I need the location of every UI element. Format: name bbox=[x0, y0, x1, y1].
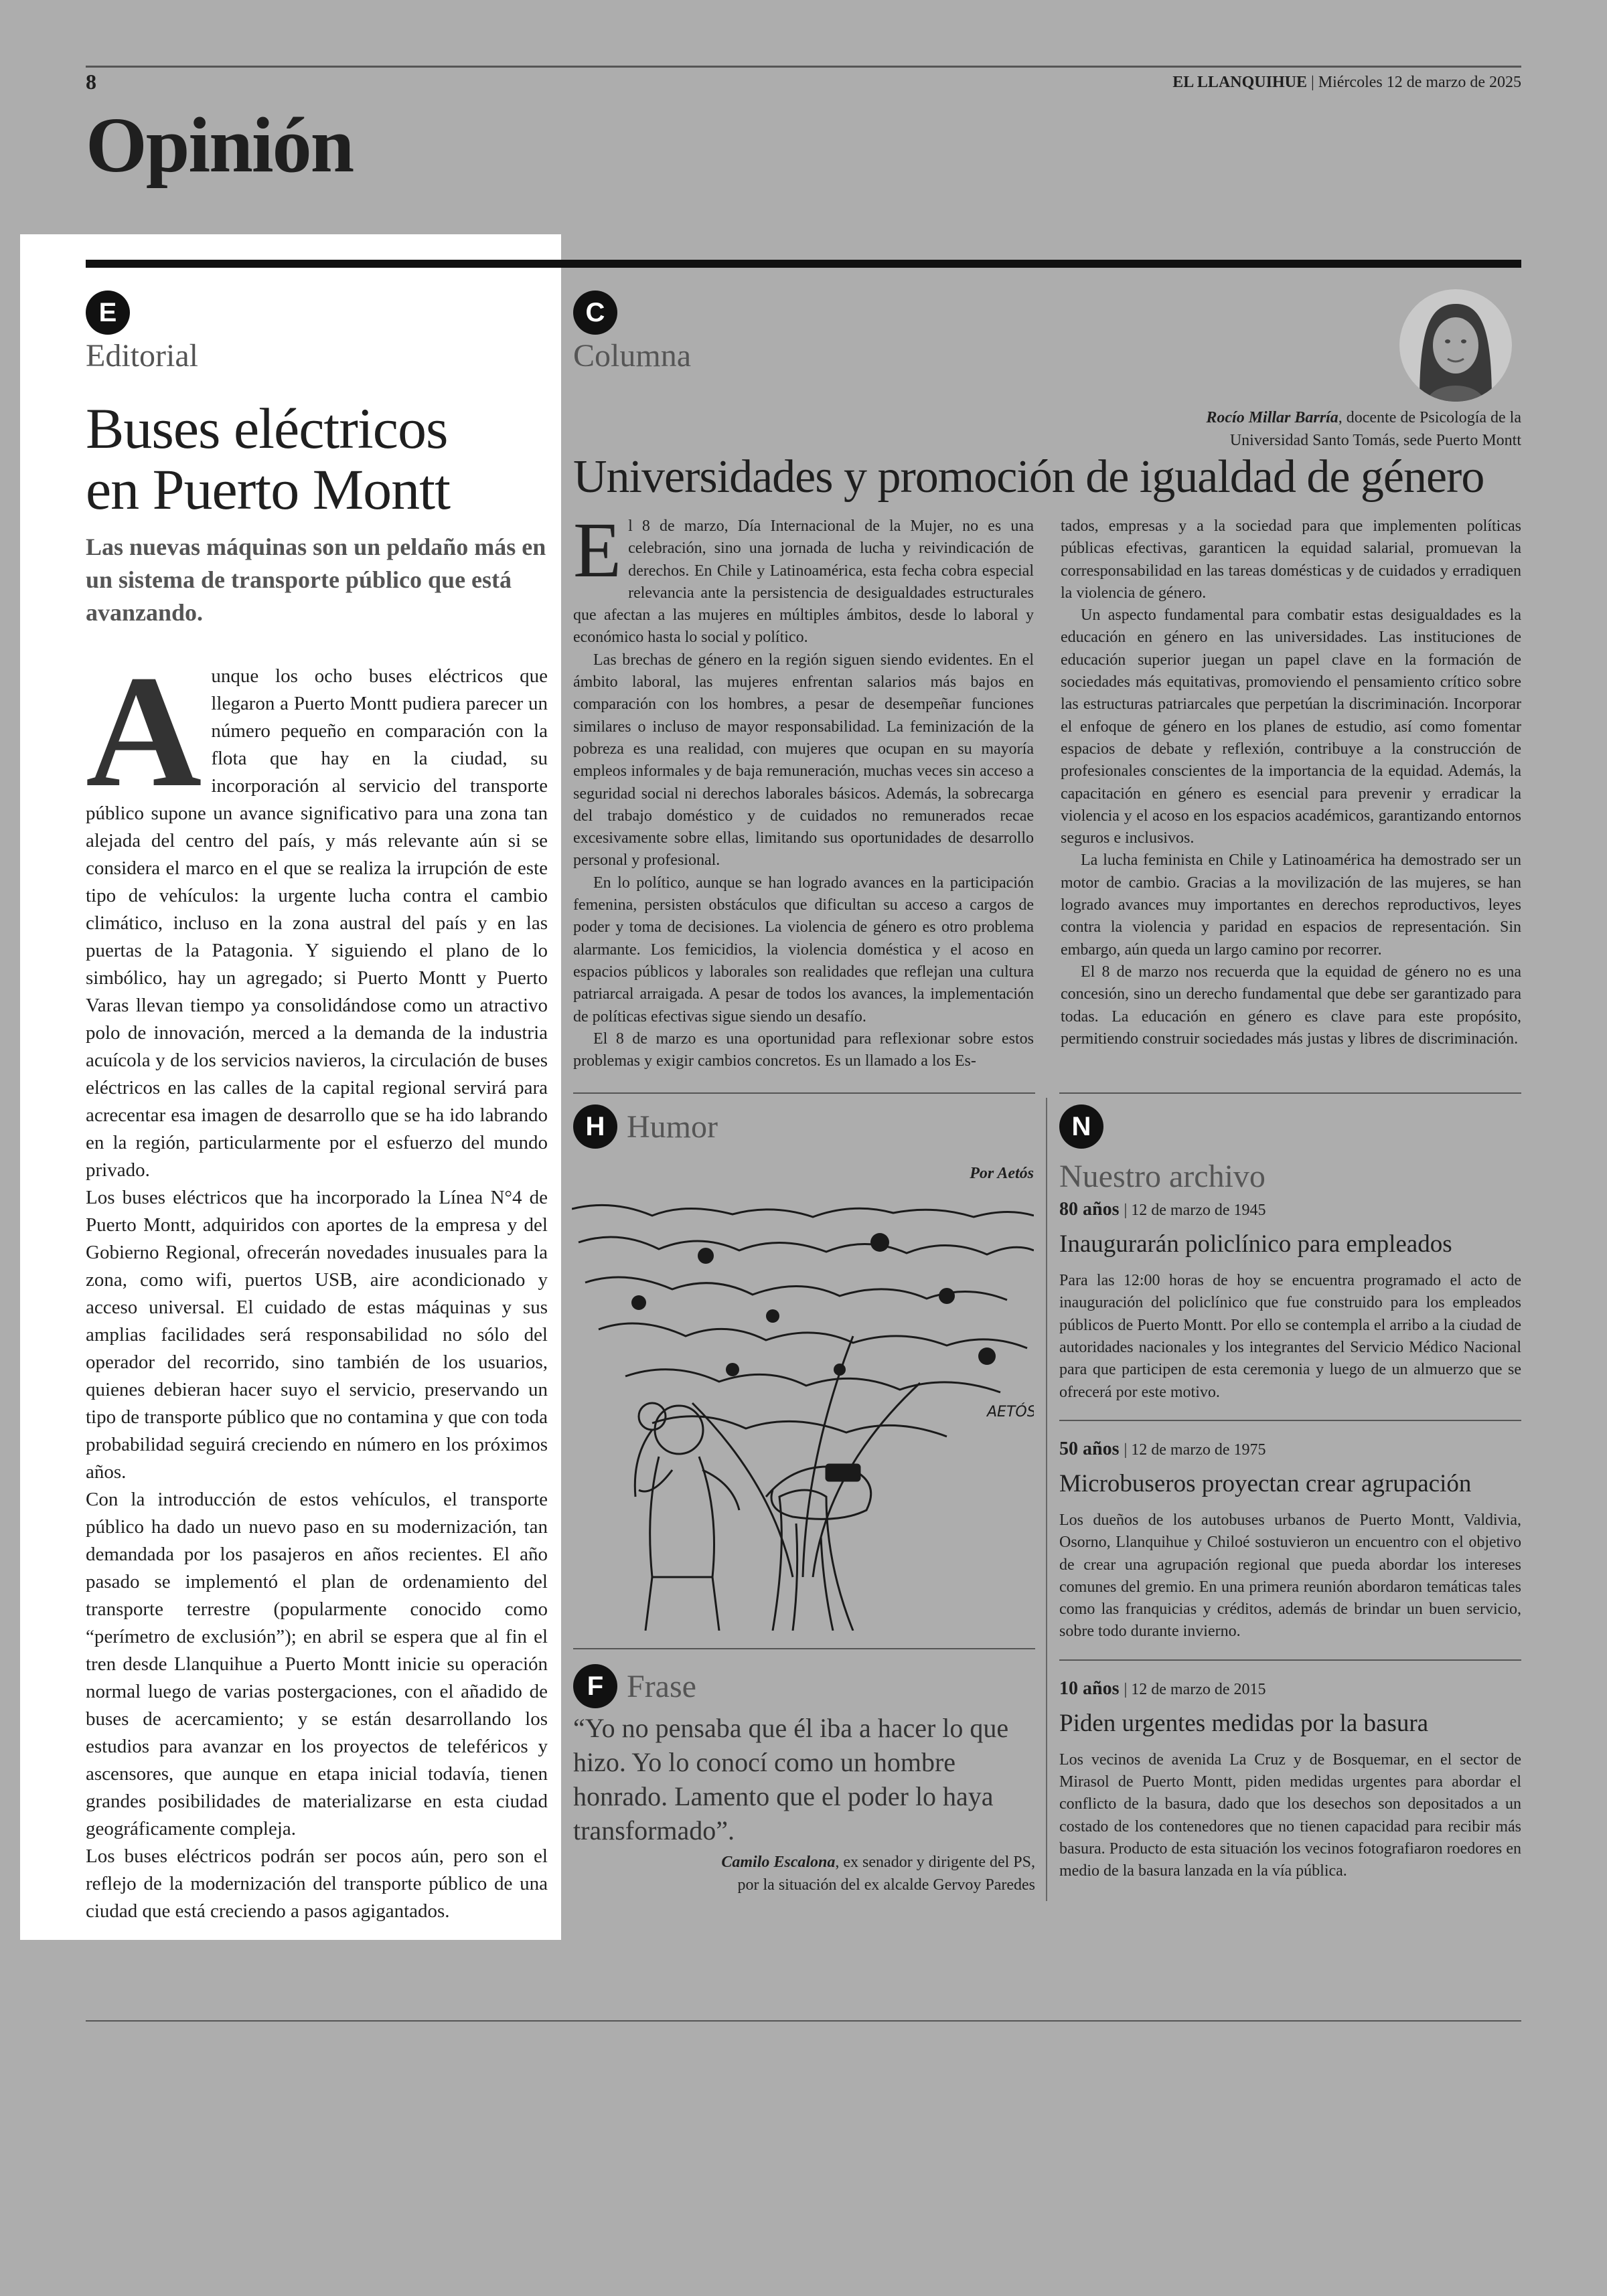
author-photo bbox=[1399, 289, 1512, 402]
editorial-paragraph: Los buses eléctricos que ha incorporado la Línea N°4 de Puerto Montt, adquiridos con aportes de la empresa y del Gobierno Regional, ofrecerán novedades inusuales para la zona, como wifi, puertos USB, aire acondicionado y acceso universal. El cuidado de estas máquinas y sus amplias facilidades será responsabilidad no sólo del operador del recorrido, sino también de los usuarios, quienes debieran hacer suyo el servicio, preservando un tipo de transporte público que no contamina y que con toda probabilidad seguirá creciendo en número en los próximos años. bbox=[86, 1187, 548, 1483]
masthead: EL LLANQUIHUE | Miércoles 12 de marzo de 2025 bbox=[1172, 74, 1521, 91]
archive-item bbox=[1059, 1439, 1521, 1643]
column-paragraph: Un aspecto fundamental para combatir estas desigualdades es la educación en género en las universidades. Las instituciones de educación superior juegan un papel clave en la formación de sociedades más equitativas, promoviendo el pensamiento crítico sobre las estructuras patriarcales que perpetúan la discriminación. Incorporar el enfoque de género en los planes de estudio, así como fomentar espacios de debate y reflexión, contribuye a la construcción de profesionales conscientes de la importancia de la equidad. Además, la capacitación en género es esencial para prevenir y erradicar la violencia y el acoso en los espacios académicos, garantizando entornos seguros e inclusivos. bbox=[1061, 606, 1521, 847]
editorial-label: Editorial bbox=[86, 338, 198, 374]
column-body-col1 bbox=[573, 506, 1034, 1072]
issue-date: Miércoles 12 de marzo de 2025 bbox=[1318, 74, 1521, 91]
archive-section bbox=[1059, 1104, 1521, 1883]
column-body-col2 bbox=[1061, 515, 1521, 1050]
cartoon-signature: AETÓS bbox=[987, 1404, 1034, 1420]
column-byline bbox=[1012, 407, 1521, 452]
archive-item-text: Para las 12:00 horas de hoy se encuentra programado el acto de inauguración del policlínico que fue construido para los empleados públicos de Puerto Montt. Por ello se contempla el arribo a la ciudad de autoridades nacionales y los integrantes del Servicio Médico Nacional para que participen de esta ceremonia y luego de un almuerzo que se ofrecerá por este motivo. bbox=[1059, 1272, 1521, 1401]
column-dropcap: E bbox=[573, 506, 622, 594]
column-paragraph: En lo político, aunque se han logrado avances en la participación femenina, persisten obstáculos que dificultan su acceso a cargos de poder y toma de decisiones. La violencia de género es otro problema alarmante. Los femicidios, la violencia doméstica y el acoso en espacios públicos y laborales son realidades que reflejan una cultura patriarcal arraigada. A pesar de todos los avances, la implementación de políticas efectivas sigue siendo un desafío. bbox=[573, 874, 1034, 1026]
editorial-deck: Las nuevas máquinas son un peldaño más en un sistema de transporte público que está avanzando. bbox=[86, 534, 546, 627]
column-author-name: Rocío Millar Barría bbox=[1206, 409, 1338, 426]
column-divider bbox=[1046, 1098, 1047, 1901]
frase-author: Camilo Escalona bbox=[721, 1854, 836, 1871]
column-author-role: , docente de Psicología de la bbox=[1338, 409, 1521, 426]
humor-badge: H bbox=[573, 1104, 617, 1149]
humor-credit: Por Aetós bbox=[970, 1165, 1034, 1182]
archive-item-text: Los dueños de los autobuses urbanos de Puerto Montt, Valdivia, Osorno, Llanquihue y Chiloé sostuvieron un encuentro con el objetivo de crear una agrupación regional que pueda abordar los intereses comunes del gremio. En una primera reunión abordaron temáticas tales como las franquicias y créditos, además de brindar un buen servicio, sobre todo durante invierno. bbox=[1059, 1511, 1521, 1641]
cartoon-illustration bbox=[572, 1202, 1034, 1631]
bottom-rule bbox=[86, 2020, 1521, 2022]
column-headline: Universidades y promoción de igualdad de género bbox=[573, 451, 1484, 503]
frase-attribution bbox=[573, 1852, 1035, 1896]
section-title: Opinión bbox=[86, 101, 354, 189]
column-header bbox=[573, 291, 691, 374]
column-label: Columna bbox=[573, 338, 691, 374]
archive-label: Nuestro archivo bbox=[1059, 1159, 1266, 1194]
column-paragraph: Las brechas de género en la región siguen siendo evidentes. En el ámbito laboral, las mujeres enfrentan salarios más bajos en comparación con los hombres, a pesar de desempeñar funciones similares o incluso de mayor responsabilidad. La feminización de la pobreza es una realidad, con mujeres que ocupan en su mayoría empleos informales y de baja remuneración, muchas veces sin acceso a seguridad social ni derechos laborales básicos. Además, la sobrecarga del trabajo doméstico y de cuidados no remunerados recae excesivamente sobre ellas, limitando sus oportunidades de desarrollo personal y profesional. bbox=[573, 651, 1034, 870]
column-author-institution: Universidad Santo Tomás, sede Puerto Montt bbox=[1229, 431, 1521, 449]
divider bbox=[1059, 1659, 1521, 1661]
page-number: 8 bbox=[86, 70, 96, 94]
editorial-headline-line2: en Puerto Montt bbox=[86, 457, 450, 522]
archive-badge: N bbox=[1059, 1104, 1103, 1149]
editorial-paragraph: Los buses eléctricos podrán ser pocos aún, pero son el reflejo de la modernización del transporte público de una ciudad que está creciendo a pasos agigantados. bbox=[86, 1846, 548, 1922]
editorial-body bbox=[86, 642, 548, 1925]
editorial-dropcap: A bbox=[86, 642, 202, 821]
archive-item-headline: Microbuseros proyectan crear agrupación bbox=[1059, 1469, 1472, 1497]
humor-label: Humor bbox=[627, 1109, 718, 1145]
section-rule bbox=[86, 260, 1521, 268]
frase-header bbox=[573, 1664, 696, 1708]
frase-badge: F bbox=[573, 1664, 617, 1708]
archive-item-date: 50 años | 12 de marzo de 1975 bbox=[1059, 1438, 1266, 1459]
top-rule bbox=[86, 66, 1521, 68]
divider bbox=[1059, 1092, 1521, 1094]
humor-cartoon bbox=[572, 1202, 1034, 1631]
newspaper-name: EL LLANQUIHUE bbox=[1172, 74, 1307, 91]
frase-label: Frase bbox=[627, 1668, 696, 1704]
column-paragraph: tados, empresas y a la sociedad para que implementen políticas públicas efectivas, garanticen la equidad salarial, promuevan la corresponsabilidad en las tareas domésticas y de cuidados y erradiquen la violencia de género. bbox=[1061, 517, 1521, 602]
frase-context: por la situación del ex alcalde Gervoy Paredes bbox=[737, 1876, 1035, 1894]
archive-item-headline: Piden urgentes medidas por la basura bbox=[1059, 1709, 1429, 1737]
editorial-headline-line1: Buses eléctricos bbox=[86, 396, 448, 461]
column-paragraph: La lucha feminista en Chile y Latinoamérica ha demostrado ser un motor de cambio. Gracias a la movilización de las mujeres, se han logrado avances muy importantes en derechos reproductivos, leyes contra la violencia y paridad en espacios de representación. Sin embargo, aún queda un largo camino por recorrer. bbox=[1061, 851, 1521, 959]
editorial-badge: E bbox=[86, 291, 130, 335]
divider bbox=[1059, 1420, 1521, 1421]
editorial-paragraph: Aunque los ocho buses eléctricos que llegaron a Puerto Montt pudiera parecer un número pequeño en comparación con la flota que hay en la ciudad, su incorporación al servicio del transporte público supone un avance significativo para una zona tan alejada del centro del país, y más relevante aún si se considera el marco en el que se realiza la irrupción de este tipo de vehículos: la urgente lucha contra el cambio climático, incluso en la zona austral del país y en las puertas de la Patagonia. Y siguiendo el plano de lo simbólico, hay un agregado; si Puerto Montt y Puerto Varas llevan tiempo ya consolidándose como un atractivo polo de innovación, merced a la demanda de la industria acuícola y de los servicios navieros, la circulación de buses eléctricos en las calles de la capital regional servirá para acrecentar esa imagen de desarrollo que se ha ido labrando en la región, particularmente por el esfuerzo del mundo privado. bbox=[86, 642, 548, 1181]
archive-item bbox=[1059, 1678, 1521, 1883]
humor-header bbox=[573, 1104, 718, 1149]
editorial-paragraph: Con la introducción de estos vehículos, el transporte público ha dado un nuevo paso en su modernización, tan demandada por los pasajeros en años recientes. El año pasado se implementó el plan de ordenamiento del transporte terrestre (popularmente conocido como “perímetro de exclusión”); en abril se espera que al fin el tren desde Llanquihue a Puerto Montt inicie su operación normal luego de varias postergaciones, con el añadido de buses de acercamiento; y se están desarrollando los estudios para avanzar en los proyectos de teleféricos y ascensores, que aunque en etapa inicial todavía, tienen grandes posibilidades de materializarse en esta ciudad geográficamente compleja. bbox=[86, 1489, 548, 1840]
column-paragraph: El 8 de marzo, Día Internacional de la Mujer, no es una celebración, sino una jornada de lucha y reivindicación de derechos. En Chile y Latinoamérica, esta fecha cobra especial relevancia ante la persistencia de desigualdades estructurales que afectan a las mujeres en múltiples ámbitos, desde lo laboral y económico hasta lo social y político. bbox=[573, 506, 1034, 647]
editorial-headline bbox=[86, 398, 548, 520]
editorial-article bbox=[86, 291, 548, 1925]
archive-item bbox=[1059, 1199, 1521, 1404]
frase-quote: “Yo no pensaba que él iba a hacer lo que hizo. Yo lo conocí como un hombre honrado. Lamento que el poder lo haya transformado”. bbox=[573, 1713, 1009, 1846]
column-paragraph: El 8 de marzo nos recuerda que la equidad de género no es una concesión, sino un derecho fundamental que debe ser garantizado para todas. La educación en género es clave para este propósito, permitiendo construir sociedades más justas y libres de discriminación. bbox=[1061, 963, 1521, 1048]
divider bbox=[573, 1092, 1035, 1094]
archive-item-text: Los vecinos de avenida La Cruz y de Bosquemar, en el sector de Mirasol de Puerto Montt, piden medidas urgentes para abordar el conflicto de la basura, dado que los desechos son depositados a un costado de los contenedores que no tienen capacidad para recibir más basura. Producto de esta situación los vecinos fotografiaron roedores en medio de la basura lanzada en la vía pública. bbox=[1059, 1750, 1521, 1880]
archive-item-headline: Inaugurarán policlínico para empleados bbox=[1059, 1230, 1452, 1258]
archive-item-date: 10 años | 12 de marzo de 2015 bbox=[1059, 1677, 1266, 1699]
divider bbox=[573, 1648, 1035, 1649]
column-badge: C bbox=[573, 291, 617, 335]
column-paragraph: El 8 de marzo es una oportunidad para reflexionar sobre estos problemas y exigir cambios concretos. Es un llamado a los Es- bbox=[573, 1030, 1034, 1070]
archive-item-date: 80 años | 12 de marzo de 1945 bbox=[1059, 1199, 1266, 1220]
frase-author-role: , ex senador y dirigente del PS, bbox=[835, 1854, 1035, 1871]
